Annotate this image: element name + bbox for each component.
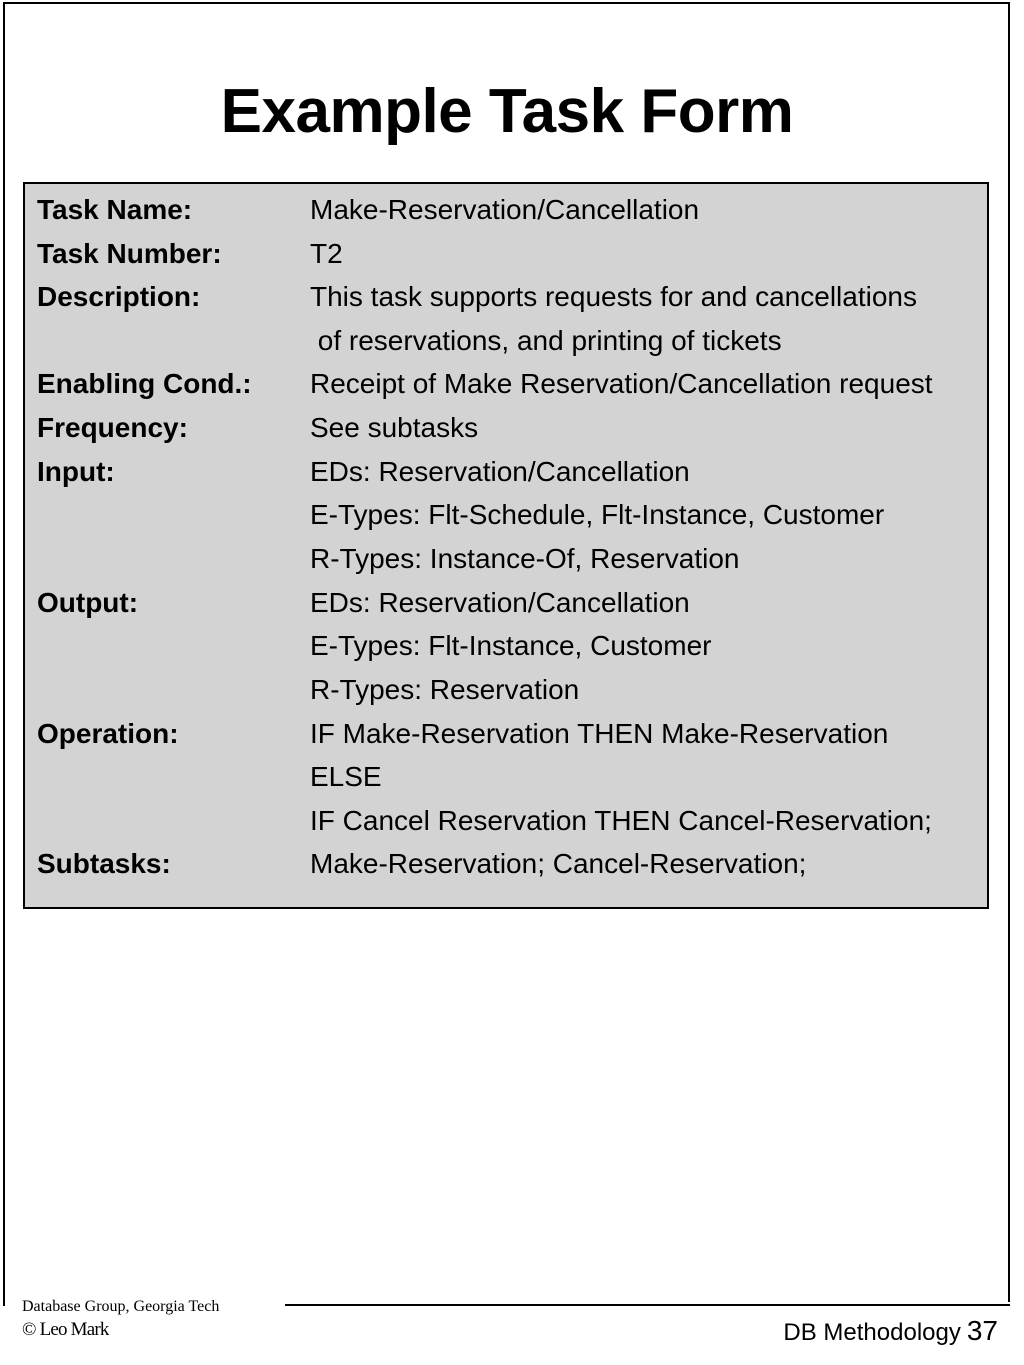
input-line-2: E-Types: Flt-Schedule, Flt-Instance, Customer — [310, 499, 885, 530]
footer-divider — [285, 1304, 1010, 1306]
subtasks-row — [25, 842, 989, 886]
task-form — [23, 182, 989, 909]
description-line-1: This task supports requests for and cancellations — [310, 281, 917, 312]
frequency-row — [25, 406, 989, 450]
output-row-2 — [25, 624, 989, 668]
output-line-1: EDs: Reservation/Cancellation — [310, 587, 690, 618]
operation-row-3 — [25, 799, 989, 843]
footer-course-name: DB Methodology — [783, 1319, 961, 1346]
input-row-2 — [25, 493, 989, 537]
input-label: Input: — [37, 456, 115, 487]
description-row-2 — [25, 319, 989, 363]
task-number-value: T2 — [310, 238, 343, 269]
output-line-2: E-Types: Flt-Instance, Customer — [310, 630, 712, 661]
output-label: Output: — [37, 587, 139, 618]
slide-title: Example Task Form — [220, 77, 794, 146]
footer-credits — [22, 1297, 219, 1340]
subtasks-label: Subtasks: — [37, 848, 171, 879]
task-name-row — [25, 188, 989, 232]
operation-line-3: IF Cancel Reservation THEN Cancel-Reservation; — [310, 805, 932, 836]
output-row-3 — [25, 668, 989, 712]
input-row — [25, 450, 989, 494]
input-line-1: EDs: Reservation/Cancellation — [310, 456, 690, 487]
task-number-row — [25, 232, 989, 276]
operation-line-2: ELSE — [310, 761, 382, 792]
operation-row-2 — [25, 755, 989, 799]
operation-label: Operation: — [37, 718, 179, 749]
enabling-cond-value: Receipt of Make Reservation/Cancellation request — [310, 368, 933, 399]
description-label: Description: — [37, 281, 201, 312]
operation-line-1: IF Make-Reservation THEN Make-Reservation — [310, 718, 889, 749]
task-number-label: Task Number: — [37, 238, 222, 269]
subtasks-value: Make-Reservation; Cancel-Reservation; — [310, 848, 807, 879]
page-number: 37 — [966, 1315, 998, 1346]
input-row-3 — [25, 537, 989, 581]
footer-org: Database Group, Georgia Tech — [22, 1298, 220, 1315]
input-line-3: R-Types: Instance-Of, Reservation — [310, 543, 740, 574]
enabling-cond-row — [25, 362, 989, 406]
output-row — [25, 581, 989, 625]
task-name-label: Task Name: — [37, 194, 193, 225]
description-line-2: of reservations, and printing of tickets — [310, 325, 782, 356]
description-row — [25, 275, 989, 319]
enabling-cond-label: Enabling Cond.: — [37, 368, 252, 399]
operation-row — [25, 712, 989, 756]
output-line-3: R-Types: Reservation — [310, 674, 580, 705]
task-name-value: Make-Reservation/Cancellation — [310, 194, 700, 225]
footer-course — [783, 1316, 998, 1348]
footer-copyright: © Leo Mark — [22, 1319, 109, 1340]
frequency-label: Frequency: — [37, 412, 188, 443]
frame-tick — [3, 1300, 5, 1306]
frequency-value: See subtasks — [310, 412, 479, 443]
